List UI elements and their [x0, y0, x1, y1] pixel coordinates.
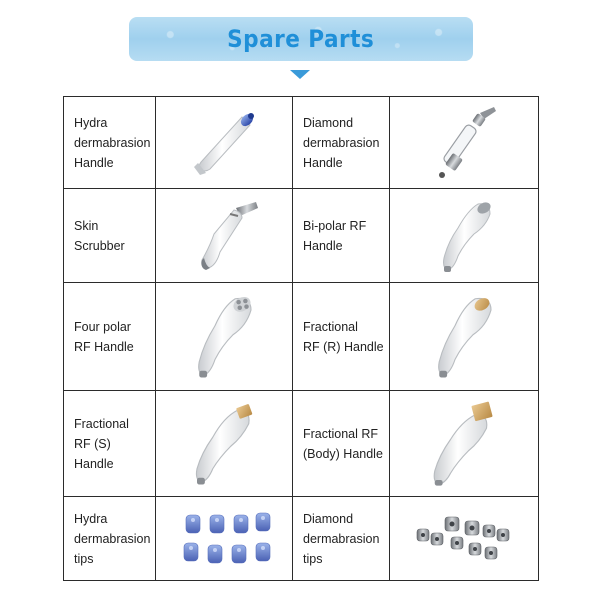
diamond-dermabrasion-tips-image [409, 511, 519, 567]
part-image-cell [156, 391, 293, 497]
part-image-cell [390, 391, 539, 497]
part-label-cell [64, 497, 156, 581]
part-name: Diamond dermabrasion Handle [303, 115, 380, 170]
skin-scrubber-image [184, 196, 264, 276]
part-image-cell [156, 283, 293, 391]
part-name: Four polar RF Handle [74, 319, 134, 354]
part-name: Diamond dermabrasion tips [303, 511, 380, 566]
part-label-cell [293, 391, 390, 497]
fractional-rf-s-handle-image [179, 399, 269, 489]
table-row [64, 189, 539, 283]
table-row [64, 97, 539, 189]
table-row [64, 283, 539, 391]
part-label-cell [293, 189, 390, 283]
fractional-rf-r-handle-image [419, 292, 509, 382]
table-row [64, 391, 539, 497]
part-label-cell [64, 189, 156, 283]
part-label-cell [64, 97, 156, 189]
part-image-cell [156, 497, 293, 581]
part-name: Fractional RF (Body) Handle [303, 426, 383, 461]
part-label-cell [64, 391, 156, 497]
spare-parts-table [63, 96, 539, 581]
part-label-cell [293, 97, 390, 189]
hydra-dermabrasion-handle-image [184, 103, 264, 183]
part-image-cell [390, 189, 539, 283]
part-image-cell [390, 97, 539, 189]
bi-polar-rf-handle-image [424, 196, 504, 276]
page-title: Spare Parts [227, 25, 375, 53]
title-banner [129, 17, 473, 61]
part-image-cell [156, 189, 293, 283]
part-image-cell [156, 97, 293, 189]
table-row [64, 497, 539, 581]
part-name: Fractional RF (R) Handle [303, 319, 384, 354]
hydra-dermabrasion-tips-image [172, 509, 276, 569]
part-name: Bi-polar RF Handle [303, 218, 367, 253]
part-label-cell [293, 283, 390, 391]
four-polar-rf-handle-image [179, 292, 269, 382]
part-label-cell [293, 497, 390, 581]
part-image-cell [390, 497, 539, 581]
down-arrow-icon [290, 70, 310, 79]
part-image-cell [390, 283, 539, 391]
part-name: Skin Scrubber [74, 218, 125, 253]
diamond-dermabrasion-handle-image [424, 103, 504, 183]
part-name: Fractional RF (S) Handle [74, 416, 129, 471]
fractional-rf-body-handle-image [419, 399, 509, 489]
part-label-cell [64, 283, 156, 391]
part-name: Hydra dermabrasion tips [74, 511, 151, 566]
part-name: Hydra dermabrasion Handle [74, 115, 151, 170]
